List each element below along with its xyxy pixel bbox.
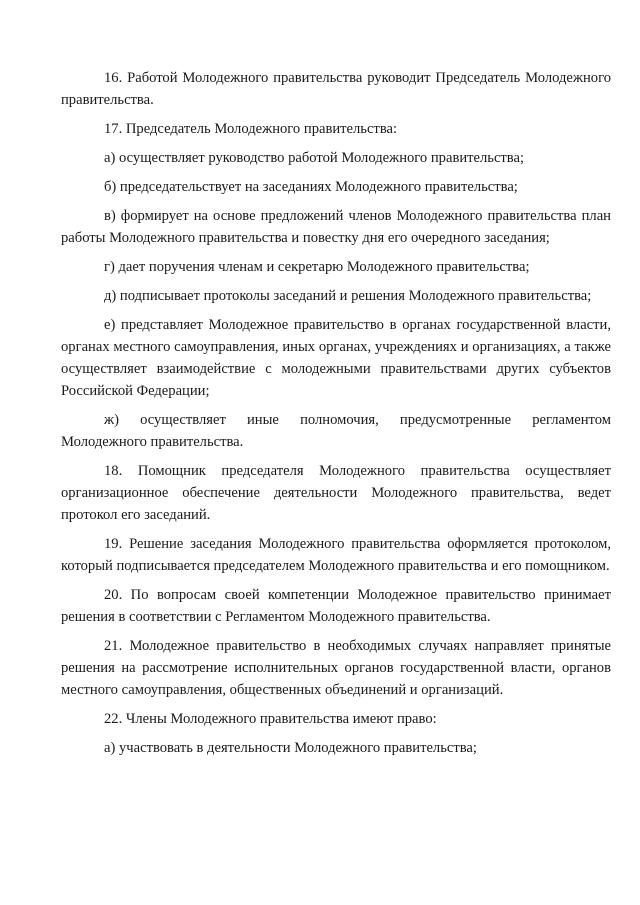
document-body [61,67,611,766]
paragraph-18: 18. Помощник председателя Молодежного правительства осуществляет организационное обеспечение деятельности Молодежного правительства, ведет протокол его заседаний. [61,463,611,523]
paragraph-17v: в) формирует на основе предложений членов Молодежного правительства план работы Молодежного правительства и повестку дня его очередного заседания; [61,208,611,246]
paragraph-20: 20. По вопросам своей компетенции Молодежное правительство принимает решения в соответствии с Регламентом Молодежного правительства. [61,587,611,625]
paragraph-22: 22. Члены Молодежного правительства имеют право: [104,711,437,727]
paragraph-17zh: ж) осуществляет иные полномочия, предусмотренные регламентом Молодежного правительства. [61,412,611,450]
paragraph-16: 16. Работой Молодежного правительства руководит Председатель Молодежного правительства. [61,70,611,108]
paragraph-17d: д) подписывает протоколы заседаний и решения Молодежного правительства; [104,288,592,304]
paragraph-17e: е) представляет Молодежное правительство в органах государственной власти, органах местного самоуправления, иных органах, учреждениях и организациях, а также осуществляет взаимодействие с молодежными правительствами других субъектов Российской Федерации; [61,317,611,399]
paragraph-17a: а) осуществляет руководство работой Молодежного правительства; [104,150,525,166]
paragraph-17: 17. Председатель Молодежного правительства: [104,121,398,137]
paragraph-21: 21. Молодежное правительство в необходимых случаях направляет принятые решения на рассмотрение исполнительных органов государственной власти, органов местного самоуправления, общественных объединений и организаций. [61,638,611,698]
paragraph-19: 19. Решение заседания Молодежного правительства оформляется протоколом, который подписывается председателем Молодежного правительства и его помощником. [61,536,611,574]
paragraph-22a: а) участвовать в деятельности Молодежного правительства; [104,740,477,756]
paragraph-17g: г) дает поручения членам и секретарю Молодежного правительства; [104,259,530,275]
paragraph-17b: б) председательствует на заседаниях Молодежного правительства; [104,179,518,195]
